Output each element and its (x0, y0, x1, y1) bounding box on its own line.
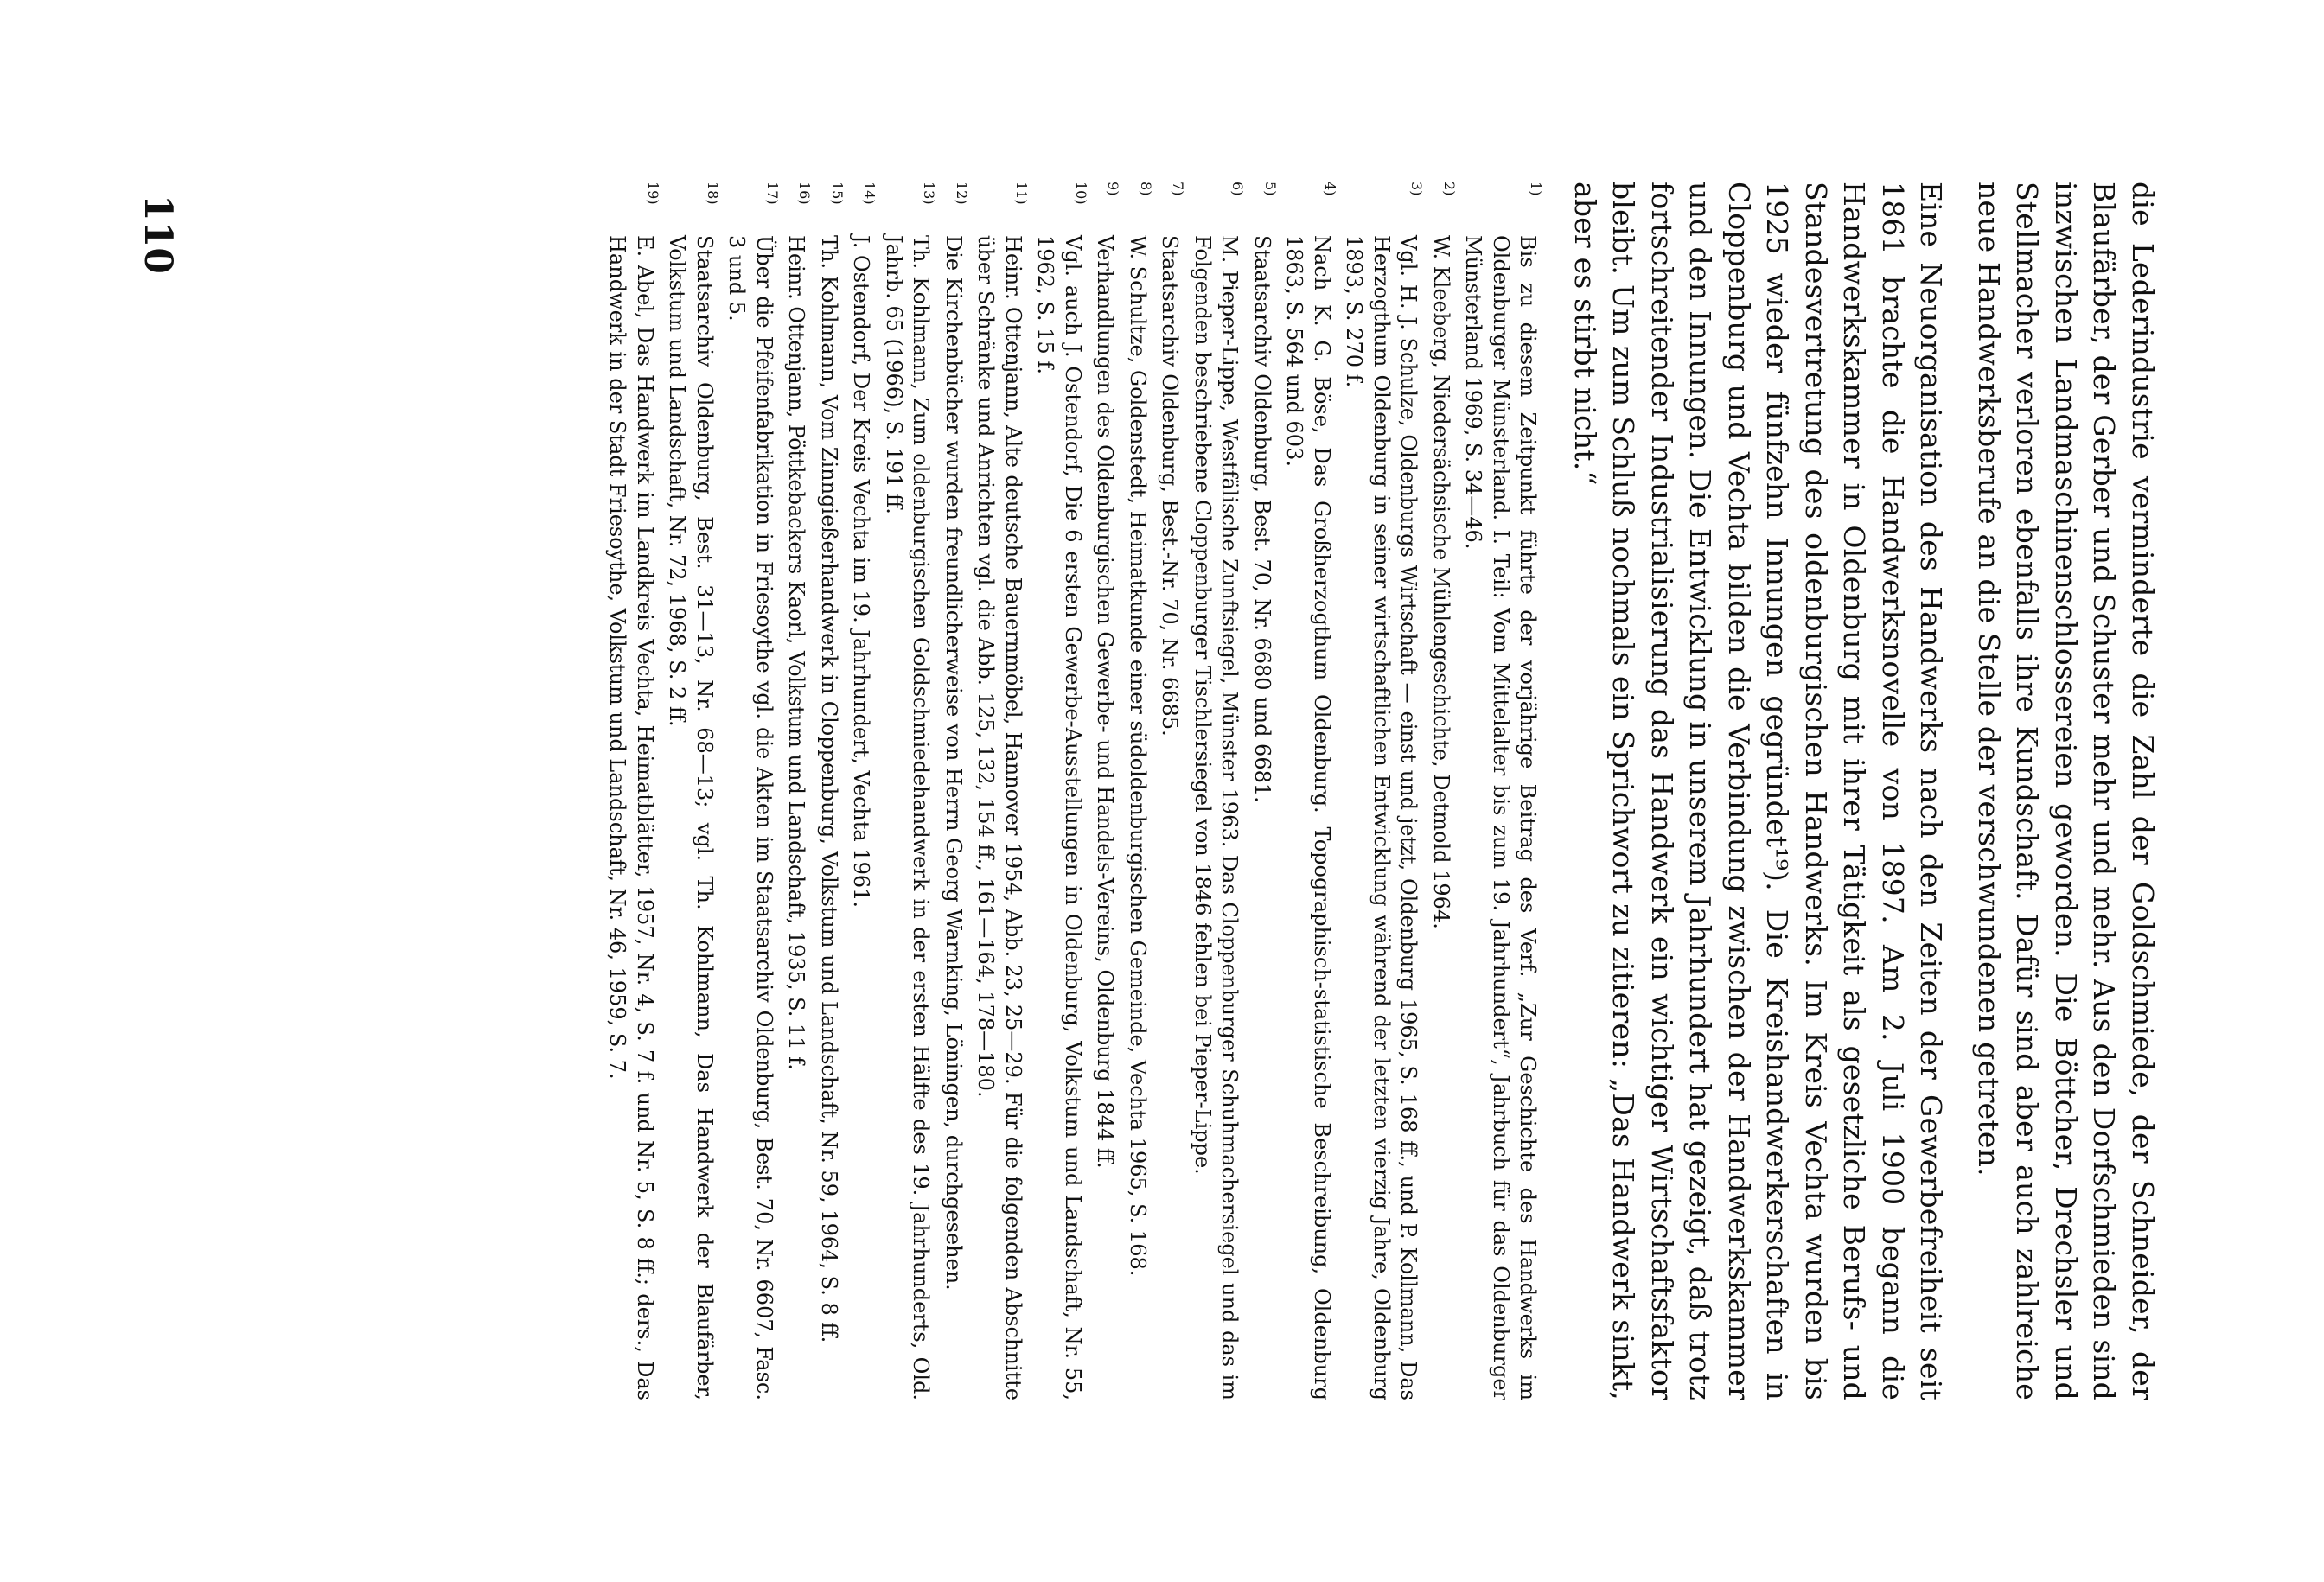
footnote-mark: 4 ) (1321, 182, 1338, 216)
footnote (1340, 182, 1426, 1400)
footnote-text: Th. Kohlmann, Zum oldenburgischen Goldschmiedehandwerk in der ersten Hälfte des 19. Jahrhunderts, Old. Jahrb. 65 (1966), S. 191 ff. (882, 235, 934, 1400)
footnote-text: Staatsarchiv Oldenburg, Best. 70, Nr. 6680 und 6681. (1250, 235, 1274, 803)
footnote-mark: 17 ) (763, 182, 781, 216)
footnote-text: E. Abel, Das Handwerk im Landkreis Vechta, Heimatblätter, 1957, Nr. 4, S. 7 f. und Nr. 5, S. 8 ff.; ders., Das Handwerk in der Stadt Friesoythe, Volkstum und Landschaft, Nr. 46, 1959, S. 7. (605, 235, 657, 1400)
footnote-text: M. Pieper-Lippe, Westfälische Zunftsiegel, Münster 1963. Das Cloppenburger Schuhmachersiegel und das im Folgenden beschriebene Cloppenburger Tischlersiegel von 1846 fehlen bei Pieper-Lippe. (1191, 235, 1242, 1400)
footnote-text: W. Schultze, Goldenstedt, Heimatkunde einer südoldenburgischen Gemeinde, Vechta 1965, S. 168. (1126, 235, 1150, 1277)
footnotes (603, 182, 1545, 1400)
footnote-mark: 6 ) (1229, 182, 1247, 216)
footnote (723, 182, 781, 1400)
footnote (1156, 182, 1187, 1400)
body-paragraph: die Lederindustrie verminderte die Zahl der Goldschmiede, der Schneider, der Blaufärber, der Gerber und Schuster mehr und mehr. Aus den Dorfschmieden sind inzwischen Landmaschinenschlossereien geworden. Die Böttcher, Drechsler und Stellmacher verloren ebenfalls ihre Kundschaft. Dafür sind aber auch zahlreiche neue Handwerksberufe an die Stelle der verschwundenen getreten. (1972, 182, 2160, 1400)
footnote-mark: 2 ) (1440, 182, 1458, 216)
footnote-text: Heinr. Ottenjann, Pöttkebackers Kaorl, Volkstum und Landschaft, 1935, S. 11 f. (784, 235, 809, 1070)
footnote-text: Heinr. Ottenjann, Alte deutsche Bauernmöbel, Hannover 1954, Abb. 23, 25—29. Für die folgenden Abschnitte über Schränke und Anrichten vgl. die Abb. 125, 132, 154 ff., 161—164, 178—180. (974, 235, 1025, 1400)
footnote (1031, 182, 1089, 1400)
footnote-mark: 14 ) (861, 182, 878, 216)
footnote (1248, 182, 1279, 1400)
footnote (1124, 182, 1152, 1400)
body-paragraph: Eine Neuorganisation des Handwerks nach den Zeiten der Gewerbefreiheit seit 1861 brachte die Handwerksnovelle von 1897. Am 2. Juli 1900 begann die Handwerkskammer in Oldenburg mit ihrer Tätigkeit als gesetzliche Berufs- und Standesvertretung des oldenburgischen Handwerks. Im Kreis Vechta wurden bis 1925 wieder fünfzehn Innungen gegründet¹⁹). Die Kreishandwerkerschaften in Cloppenburg und Vechta bilden die Verbindung zwischen der Handwerkskammer und den Innungen. Die Entwicklung in unserem Jahrhundert hat gezeigt, daß trotz fortschreitender Industrialisierung das Handwerk ein wichtiger Wirtschaftsfaktor bleibt. Um zum Schluß nochmals ein Sprichwort zu zitieren: „Das Handwerk sinkt, aber es stirbt nicht.“ (1568, 182, 1949, 1400)
footnote (1189, 182, 1247, 1400)
footnote-mark: 11 ) (1012, 182, 1030, 216)
footnote (972, 182, 1030, 1400)
page-number: 110 (136, 195, 180, 274)
footnote-mark: 19 ) (644, 182, 661, 216)
footnote-text: Bis zu diesem Zeitpunkt führte der vorjährige Beitrag des Verf. „Zur Geschichte des Handwerks im Oldenburger Münsterland. I. Teil: Vom Mittelalter bis zum 19. Jahrhundert“, Jahrbuch für das Oldenburger Münsterland 1969, S. 34—46. (1461, 235, 1541, 1400)
footnote-text: J. Ostendorf, Der Kreis Vechta im 19. Jahrhundert, Vechta 1961. (849, 235, 874, 909)
footnote (603, 182, 661, 1400)
footnote-text: Die Kirchenbücher wurden freundlicherweise von Herrn Georg Warnking, Löningen, durchgesehen. (942, 235, 966, 1291)
footnote-mark: 15 ) (828, 182, 846, 216)
footnote-mark: 3 ) (1408, 182, 1426, 216)
footnote-mark: 1 ) (1528, 182, 1545, 216)
footnote (940, 182, 970, 1400)
footnote-mark: 12 ) (953, 182, 970, 216)
footnote-text: Vgl. auch J. Ostendorf, Die 6 ersten Gewerbe-Ausstellungen in Oldenburg, Volkstum und Landschaft, Nr. 55, 1962, S. 15 f. (1033, 235, 1085, 1400)
footnote (1459, 182, 1545, 1400)
footnote (1427, 182, 1458, 1400)
footnote-mark: 18 ) (704, 182, 721, 216)
footnote-mark: 5 ) (1261, 182, 1279, 216)
footnote-mark: 13 ) (921, 182, 938, 216)
footnote (815, 182, 846, 1400)
footnote-text: W. Kleeberg, Niedersächsische Mühlengeschichte, Detmold 1964. (1429, 235, 1453, 929)
footnote (847, 182, 878, 1400)
page-content (598, 182, 2161, 1400)
footnote-text: Über die Pfeifenfabrikation in Friesoythe vgl. die Akten im Staatsarchiv Oldenburg, Best. 70, Nr. 6607, Fasc. 3 und 5. (725, 235, 776, 1400)
footnote (880, 182, 938, 1400)
footnote (1280, 182, 1338, 1400)
footnote-mark: 9 ) (1105, 182, 1122, 216)
footnote-text: Staatsarchiv Oldenburg, Best. 31—13, Nr. 68—13; vgl. Th. Kohlmann, Das Handwerk der Blaufärber, Volkstum und Landschaft, Nr. 72, 1968, S. 2 ff. (665, 235, 717, 1400)
footnote-mark: 10 ) (1072, 182, 1089, 216)
footnote-mark: 7 ) (1170, 182, 1187, 216)
footnote-mark: 16 ) (796, 182, 814, 216)
footnote-text: Verhandlungen des Oldenburgischen Gewerbe- und Handels-Vereins, Oldenburg 1844 ff. (1093, 235, 1118, 1169)
footnote (663, 182, 721, 1400)
footnote-mark: 8 ) (1137, 182, 1154, 216)
footnote (782, 182, 814, 1400)
footnote-text: Vgl. H. J. Schulze, Oldenburgs Wirtschaft — einst und jetzt, Oldenburg 1965, S. 168 ff., und P. Kollmann, Das Herzogthum Oldenburg in seiner wirtschaftlichen Entwicklung während der letzten vierzig Jahre, Oldenburg 1893, S. 270 f. (1342, 235, 1421, 1400)
footnote-text: Th. Kohlmann, Vom Zinngießerhandwerk in Cloppenburg, Volkstum und Landschaft, Nr. 59, 1964, S. 8 ff. (817, 235, 841, 1343)
footnote (1091, 182, 1122, 1400)
footnote-text: Staatsarchiv Oldenburg, Best.-Nr. 70, Nr. 6685. (1158, 235, 1183, 737)
footnote-text: Nach K. G. Böse, Das Großherzogthum Oldenburg. Topographisch-statistische Beschreibung, Oldenburg 1863, S. 564 und 603. (1282, 235, 1334, 1400)
